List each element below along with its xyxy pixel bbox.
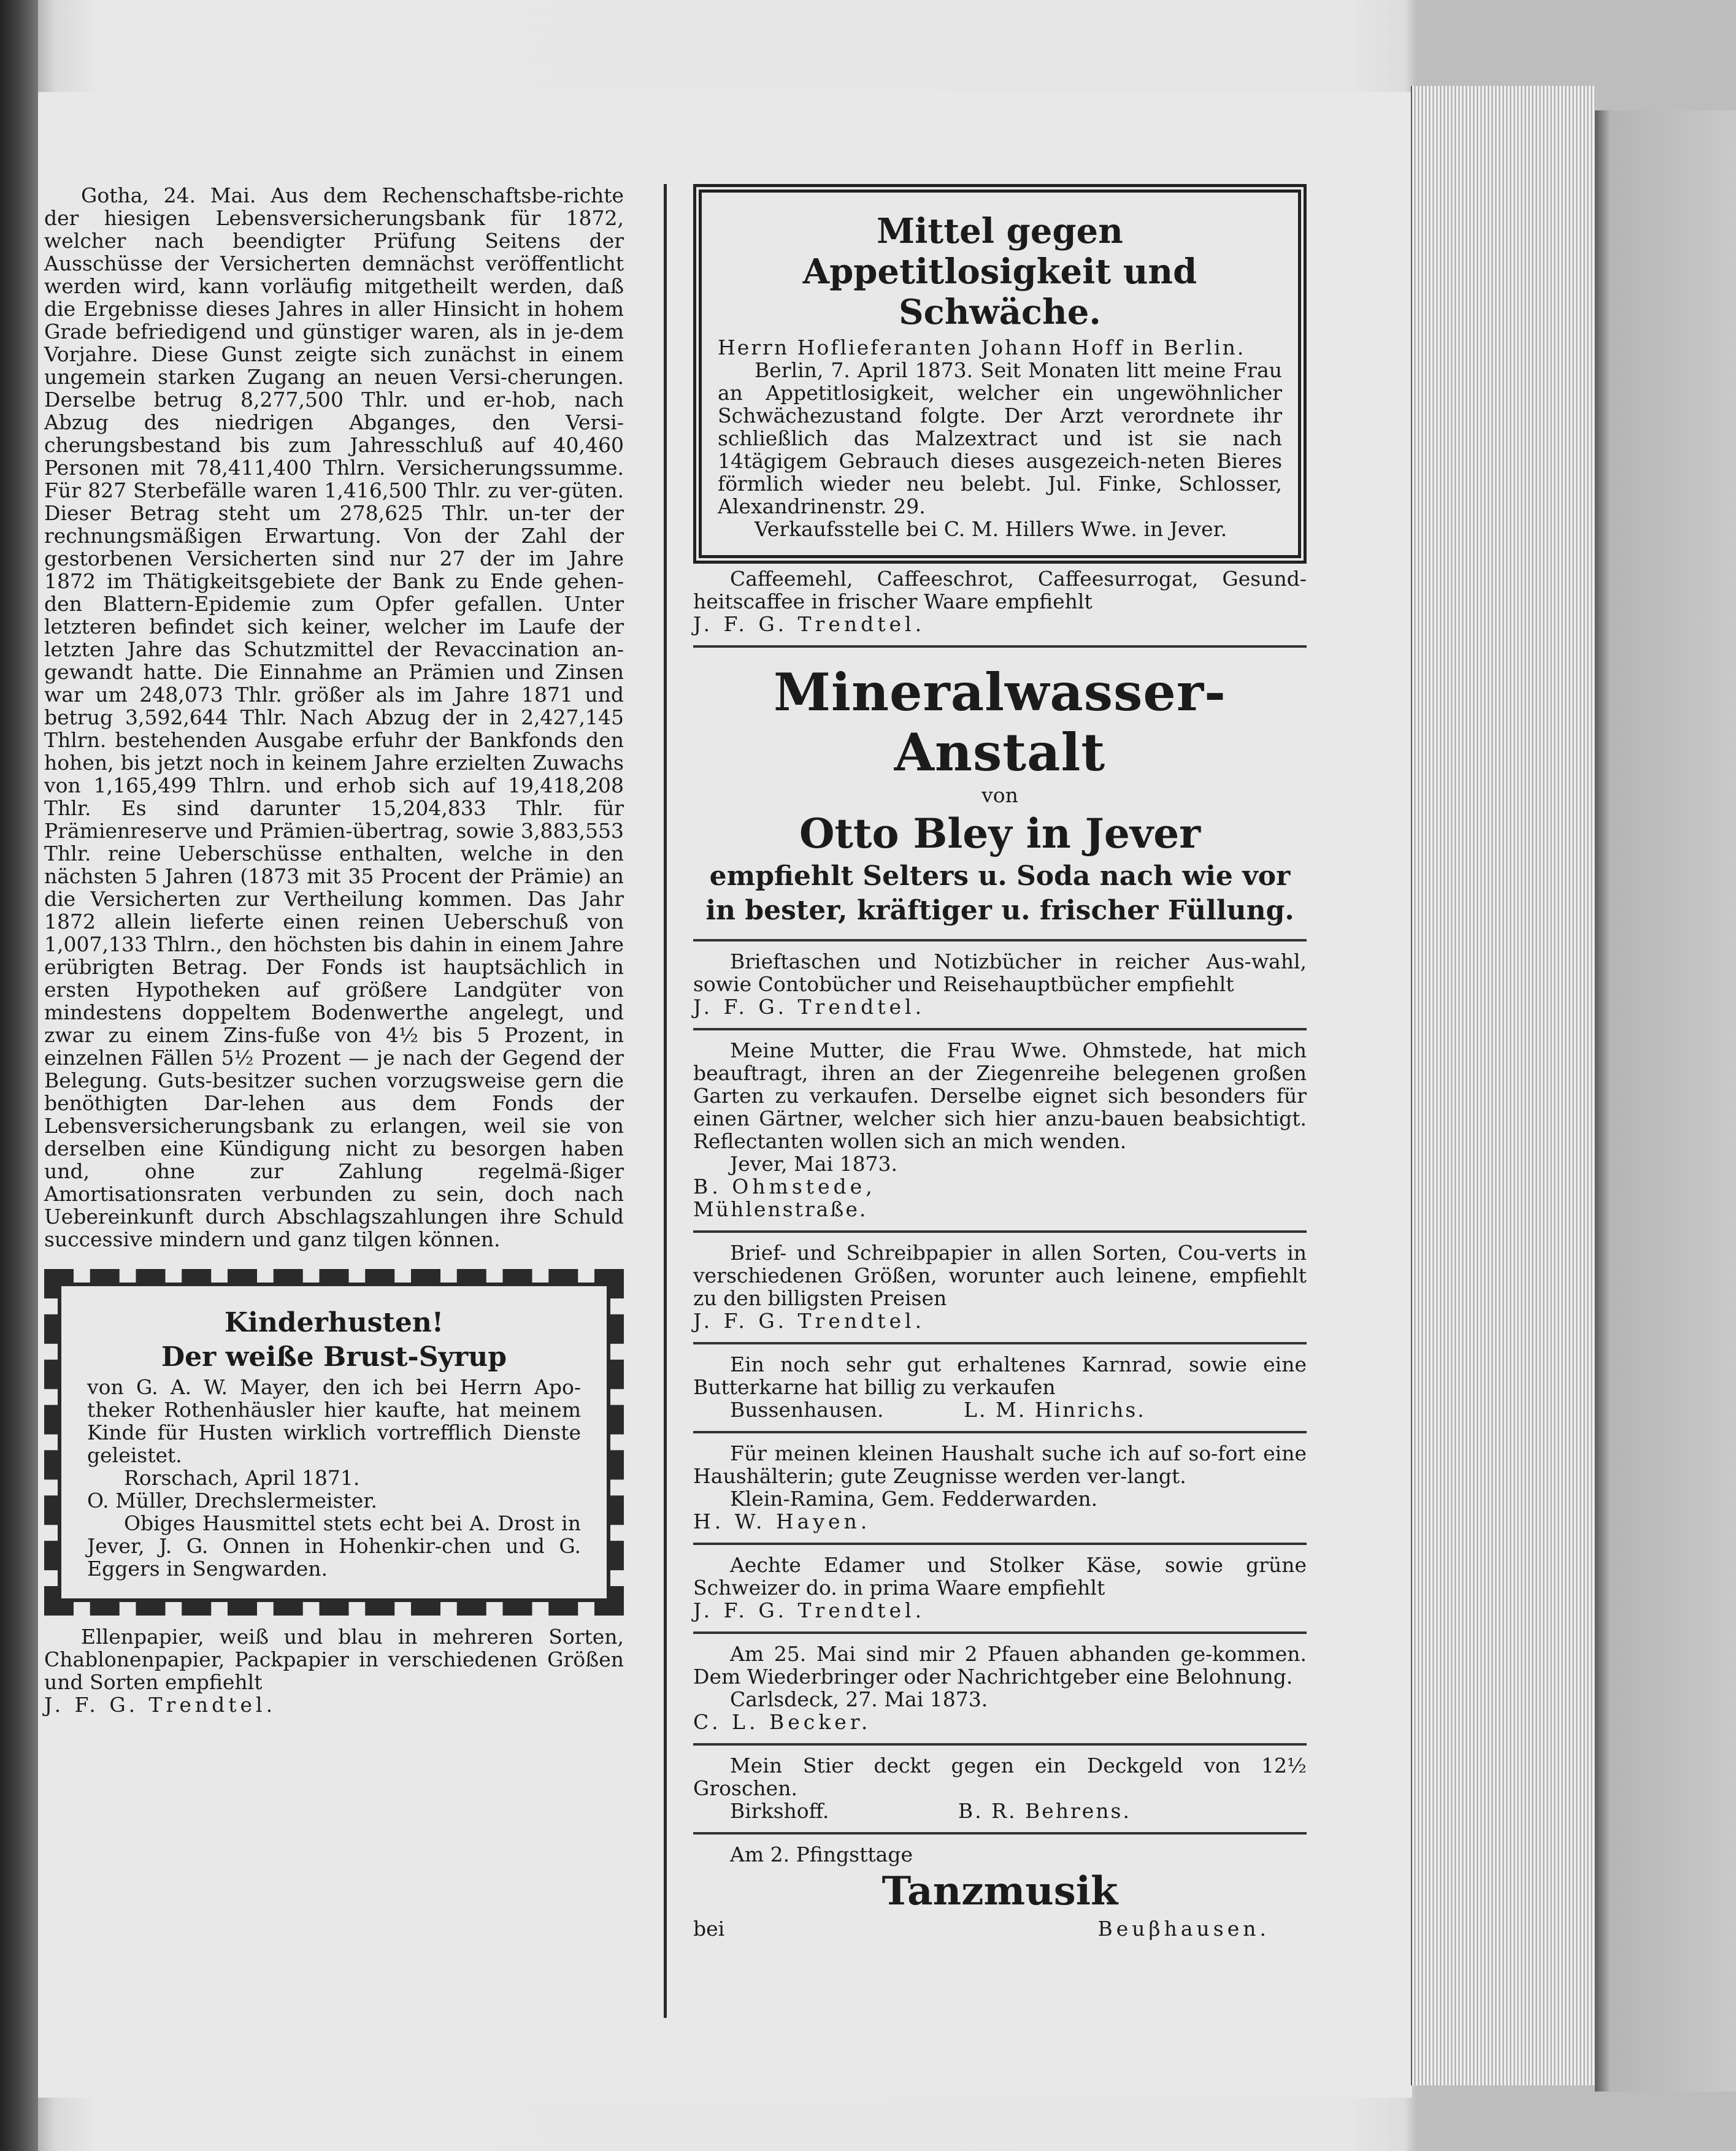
tanz-intro: Am 2. Pfingsttage <box>730 1842 913 1866</box>
pfauen-signature: C. L. Becker. <box>693 1710 872 1734</box>
kinderhusten-place-date: Rorschach, April 1871. <box>124 1466 360 1490</box>
kinderhusten-sales: Obiges Hausmittel stets echt bei A. Drost in Jever, J. G. Onnen in Hohenkir-chen und G. Eggers in Sengwarden. <box>87 1511 581 1581</box>
separator <box>693 1028 1307 1030</box>
karnrad-text: Ein noch sehr gut erhaltenes Karnrad, sowie eine Butterkarne hat billig zu verkaufen <box>693 1352 1307 1399</box>
tanz-title: Tanzmusik <box>881 1868 1118 1914</box>
brust-syrup-heading: Der weiße Brust-Syrup <box>161 1341 507 1373</box>
kinderhusten-title: Kinderhusten! <box>224 1307 444 1338</box>
left-column <box>44 184 624 1721</box>
appetit-ad <box>693 184 1307 564</box>
mineral-ad <box>693 653 1307 934</box>
haushaelterin-text: Für meinen kleinen Haushalt suche ich auf so-fort eine Haushälterin; gute Zeugnisse werden ver-langt. <box>693 1441 1307 1488</box>
karnrad-ad <box>693 1349 1307 1426</box>
separator <box>693 1543 1307 1545</box>
separator <box>693 1431 1307 1433</box>
gotha-article: Gotha, 24. Mai. Aus dem Rechenschaftsbe-richte der hiesigen Lebensversicherungsbank für 1872, welcher nach beendigter Prüfung Seitens der Ausschüsse der Versicherten demnächst veröffentlicht werden wird, kann vorläufig mitgetheilt werden, daß die Ergebnisse dieses Jahres in aller Hinsicht in hohem Grade befriedigend und günstiger waren, als in je-dem Vorjahre. Diese Gunst zeigte sich zunächst in einem ungemein starken Zugang an neuen Versi-cherungen. Derselbe betrug 8,277,500 Thlr. und er-hob, nach Abzug des niedrigen Abganges, den Versi-cherungsbestand bis zum Jahresschluß auf 40,460 Personen mit 78,411,400 Thlrn. Versicherungssumme. Für 827 Sterbefälle waren 1,416,500 Thlr. zu ver-güten. Dieser Betrag steht um 278,625 Thlr. un-ter der rechnungsmäßigen Erwartung. Von der Zahl der gestorbenen Versicherten sind nur 27 der im Jahre 1872 im Thätigkeitsgebiete der Bank zu Ende gehen-den Blattern-Epidemie zum Opfer gefallen. Unter letzteren befindet sich keiner, welcher im Laufe der letzten Jahre das Schutzmittel der Revaccination an-gewandt hatte. Die Einnahme an Prämien und Zinsen war um 248,073 Thlr. größer als im Jahre 1871 und betrug 3,592,644 Thlr. Nach Abzug der in 2,427,145 Thlrn. bestehenden Ausgabe erfuhr der Bankfonds den hohen, bis jetzt noch in keinem Jahre erzielten Zuwachs von 1,165,499 Thlrn. und erhob sich auf 19,418,208 Thlr. Es sind darunter 15,204,833 Thlr. für Prämienreserve und Prämien-übertrag, sowie 3,883,553 Thlr. reine Ueberschüsse enthalten, welche in den nächsten 5 Jahren (1873 mit 35 Procent der Prämie) an die Versicherten zur Vertheilung kommen. Das Jahr 1872 allein lieferte einen reinen Ueberschuß von 1,007,133 Thlrn., den höchsten bis dahin in einem Jahre erübrigten Betrag. Der Fonds ist hauptsächlich in ersten Hypotheken auf größere Landgüter von mindestens doppeltem Bodenwerthe angelegt, und zwar zu einem Zins-fuße von 4½ bis 5 Prozent, in einzelnen Fällen 5½ Prozent — je nach der Gegend der Belegung. Guts-besitzer suchen vorzugsweise gern die benöthigten Dar-lehen aus dem Fonds der Lebensversicherungsbank zu erlangen, weil sie von derselben eine Kündigung nicht zu besorgen haben und, ohne zur Zahlung regelmä-ßiger Amortisationsraten verbunden zu sein, doch nach Uebereinkunft durch Abschlagszahlungen ihre Schuld successive mindern und ganz tilgen können. <box>44 183 624 1251</box>
mineral-name: Otto Bley in Jever <box>799 810 1200 857</box>
stier-text: Mein Stier deckt gegen ein Deckgeld von 12½ Groschen. <box>693 1754 1307 1800</box>
mineral-line2: in bester, kräftiger u. frischer Füllung. <box>705 895 1294 926</box>
separator <box>693 1743 1307 1746</box>
column-rule <box>664 184 667 2018</box>
page-edges <box>1411 86 1596 2085</box>
pfauen-text: Am 25. Mai sind mir 2 Pfauen abhanden ge-kommen. Dem Wiederbringer oder Nachrichtgeber eine Belohnung. <box>693 1642 1307 1689</box>
right-column <box>693 184 1307 1945</box>
appetit-addressee: Herrn Hoflieferanten Johann Hoff in Berlin. <box>718 335 1246 359</box>
haushaelterin-place: Klein-Ramina, Gem. Fedderwarden. <box>730 1487 1098 1511</box>
stier-place: Birkshoff. <box>730 1799 829 1823</box>
caffee-signature: J. F. G. Trendtel. <box>693 612 926 636</box>
haushaelterin-ad <box>693 1438 1307 1538</box>
brieftaschen-signature: J. F. G. Trendtel. <box>693 995 926 1019</box>
separator <box>693 1342 1307 1344</box>
tanz-ad <box>693 1839 1307 1945</box>
karnrad-footer <box>693 1398 1307 1421</box>
kaese-text: Aechte Edamer und Stolker Käse, sowie grüne Schweizer do. in prima Waare empfiehlt <box>693 1553 1307 1600</box>
appetit-body: Berlin, 7. April 1873. Seit Monaten litt meine Frau an Appetitlosigkeit, welcher ein ungewöhnlicher Schwächezustand folgte. Der Arzt verordnete ihr schließlich das Malzextract und ist sie nach 14tägigem Gebrauch dieses ausgezeich-neten Bieres förmlich wieder neu belebt. Jul. Finke, Schlosser, Alexandrinenstr. 29. <box>718 358 1282 518</box>
brieftaschen-ad <box>693 946 1307 1023</box>
tanz-footer <box>693 1917 1307 1940</box>
separator <box>693 1230 1307 1233</box>
separator <box>693 939 1307 941</box>
kinderhusten-body: von G. A. W. Mayer, den ich bei Herrn Apo-theker Rothenhäusler hier kaufte, hat meinem Kinde für Husten wirklich vortrefflich Dienste geleistet. <box>87 1375 581 1467</box>
book-gutter <box>0 0 38 2151</box>
karnrad-place: Bussenhausen. <box>730 1398 884 1422</box>
book-shadow <box>1595 110 1736 2092</box>
schreibpapier-signature: J. F. G. Trendtel. <box>693 1309 926 1333</box>
pfauen-place-date: Carlsdeck, 27. Mai 1873. <box>730 1687 988 1711</box>
appetit-sales: Verkaufsstelle bei C. M. Hillers Wwe. in Jever. <box>755 517 1227 541</box>
garten-street: Mühlenstraße. <box>693 1197 868 1221</box>
garten-signature: B. Ohmstede, <box>693 1175 876 1198</box>
mineral-line1: empfiehlt Selters u. Soda nach wie vor <box>709 861 1291 892</box>
stier-ad <box>693 1750 1307 1827</box>
separator <box>693 1631 1307 1634</box>
caffee-text: Caffeemehl, Caffeeschrot, Caffeesurrogat, Gesund-heitscaffee in frischer Waare empfiehlt <box>693 567 1307 613</box>
garten-ad <box>693 1035 1307 1225</box>
tanz-bei: bei <box>693 1917 725 1941</box>
separator <box>693 1832 1307 1835</box>
separator <box>693 645 1307 648</box>
stier-signature: B. R. Behrens. <box>958 1799 1131 1823</box>
appetit-title: Mittel gegen Appetitlosigkeit und Schwäche. <box>802 211 1197 332</box>
caffee-ad <box>693 564 1307 640</box>
garten-place-date: Jever, Mai 1873. <box>730 1152 898 1176</box>
kinderhusten-ad <box>44 1269 624 1616</box>
kaese-ad <box>693 1550 1307 1627</box>
garten-text: Meine Mutter, die Frau Wwe. Ohmstede, hat mich beauftragt, ihren an der Ziegenreihe belegenen großen Garten zu verkaufen. Derselbe eignet sich besonders für einen Gärtner, welcher sich hier anzu-bauen beabsichtigt. Reflectanten wollen sich an mich wenden. <box>693 1038 1307 1153</box>
schreibpapier-text: Brief- und Schreibpapier in allen Sorten, Cou-verts in verschiedenen Größen, worunter auch leinene, empfiehlt zu den billigsten Preisen <box>693 1241 1307 1310</box>
brieftaschen-text: Brieftaschen und Notizbücher in reicher Aus-wahl, sowie Contobücher und Reisehauptbücher empfiehlt <box>693 949 1307 996</box>
mineral-title: Mineralwasser-Anstalt <box>774 662 1226 783</box>
kinderhusten-signature: O. Müller, Drechslermeister. <box>87 1489 377 1513</box>
kaese-signature: J. F. G. Trendtel. <box>693 1598 926 1622</box>
ellenpapier-ad <box>44 1622 624 1721</box>
schreibpapier-ad <box>693 1238 1307 1337</box>
mineral-von: von <box>981 783 1018 807</box>
haushaelterin-signature: H. W. Hayen. <box>693 1509 871 1533</box>
tanz-place: Beuβhausen. <box>1097 1917 1270 1941</box>
stier-footer <box>693 1800 1307 1822</box>
pfauen-ad <box>693 1639 1307 1738</box>
ellenpapier-text: Ellenpapier, weiß und blau in mehreren Sorten, Chablonenpapier, Packpapier in verschiedenen Größen und Sorten empfiehlt <box>44 1625 624 1694</box>
ellenpapier-signature: J. F. G. Trendtel. <box>44 1693 277 1717</box>
karnrad-signature: L. M. Hinrichs. <box>964 1398 1146 1422</box>
